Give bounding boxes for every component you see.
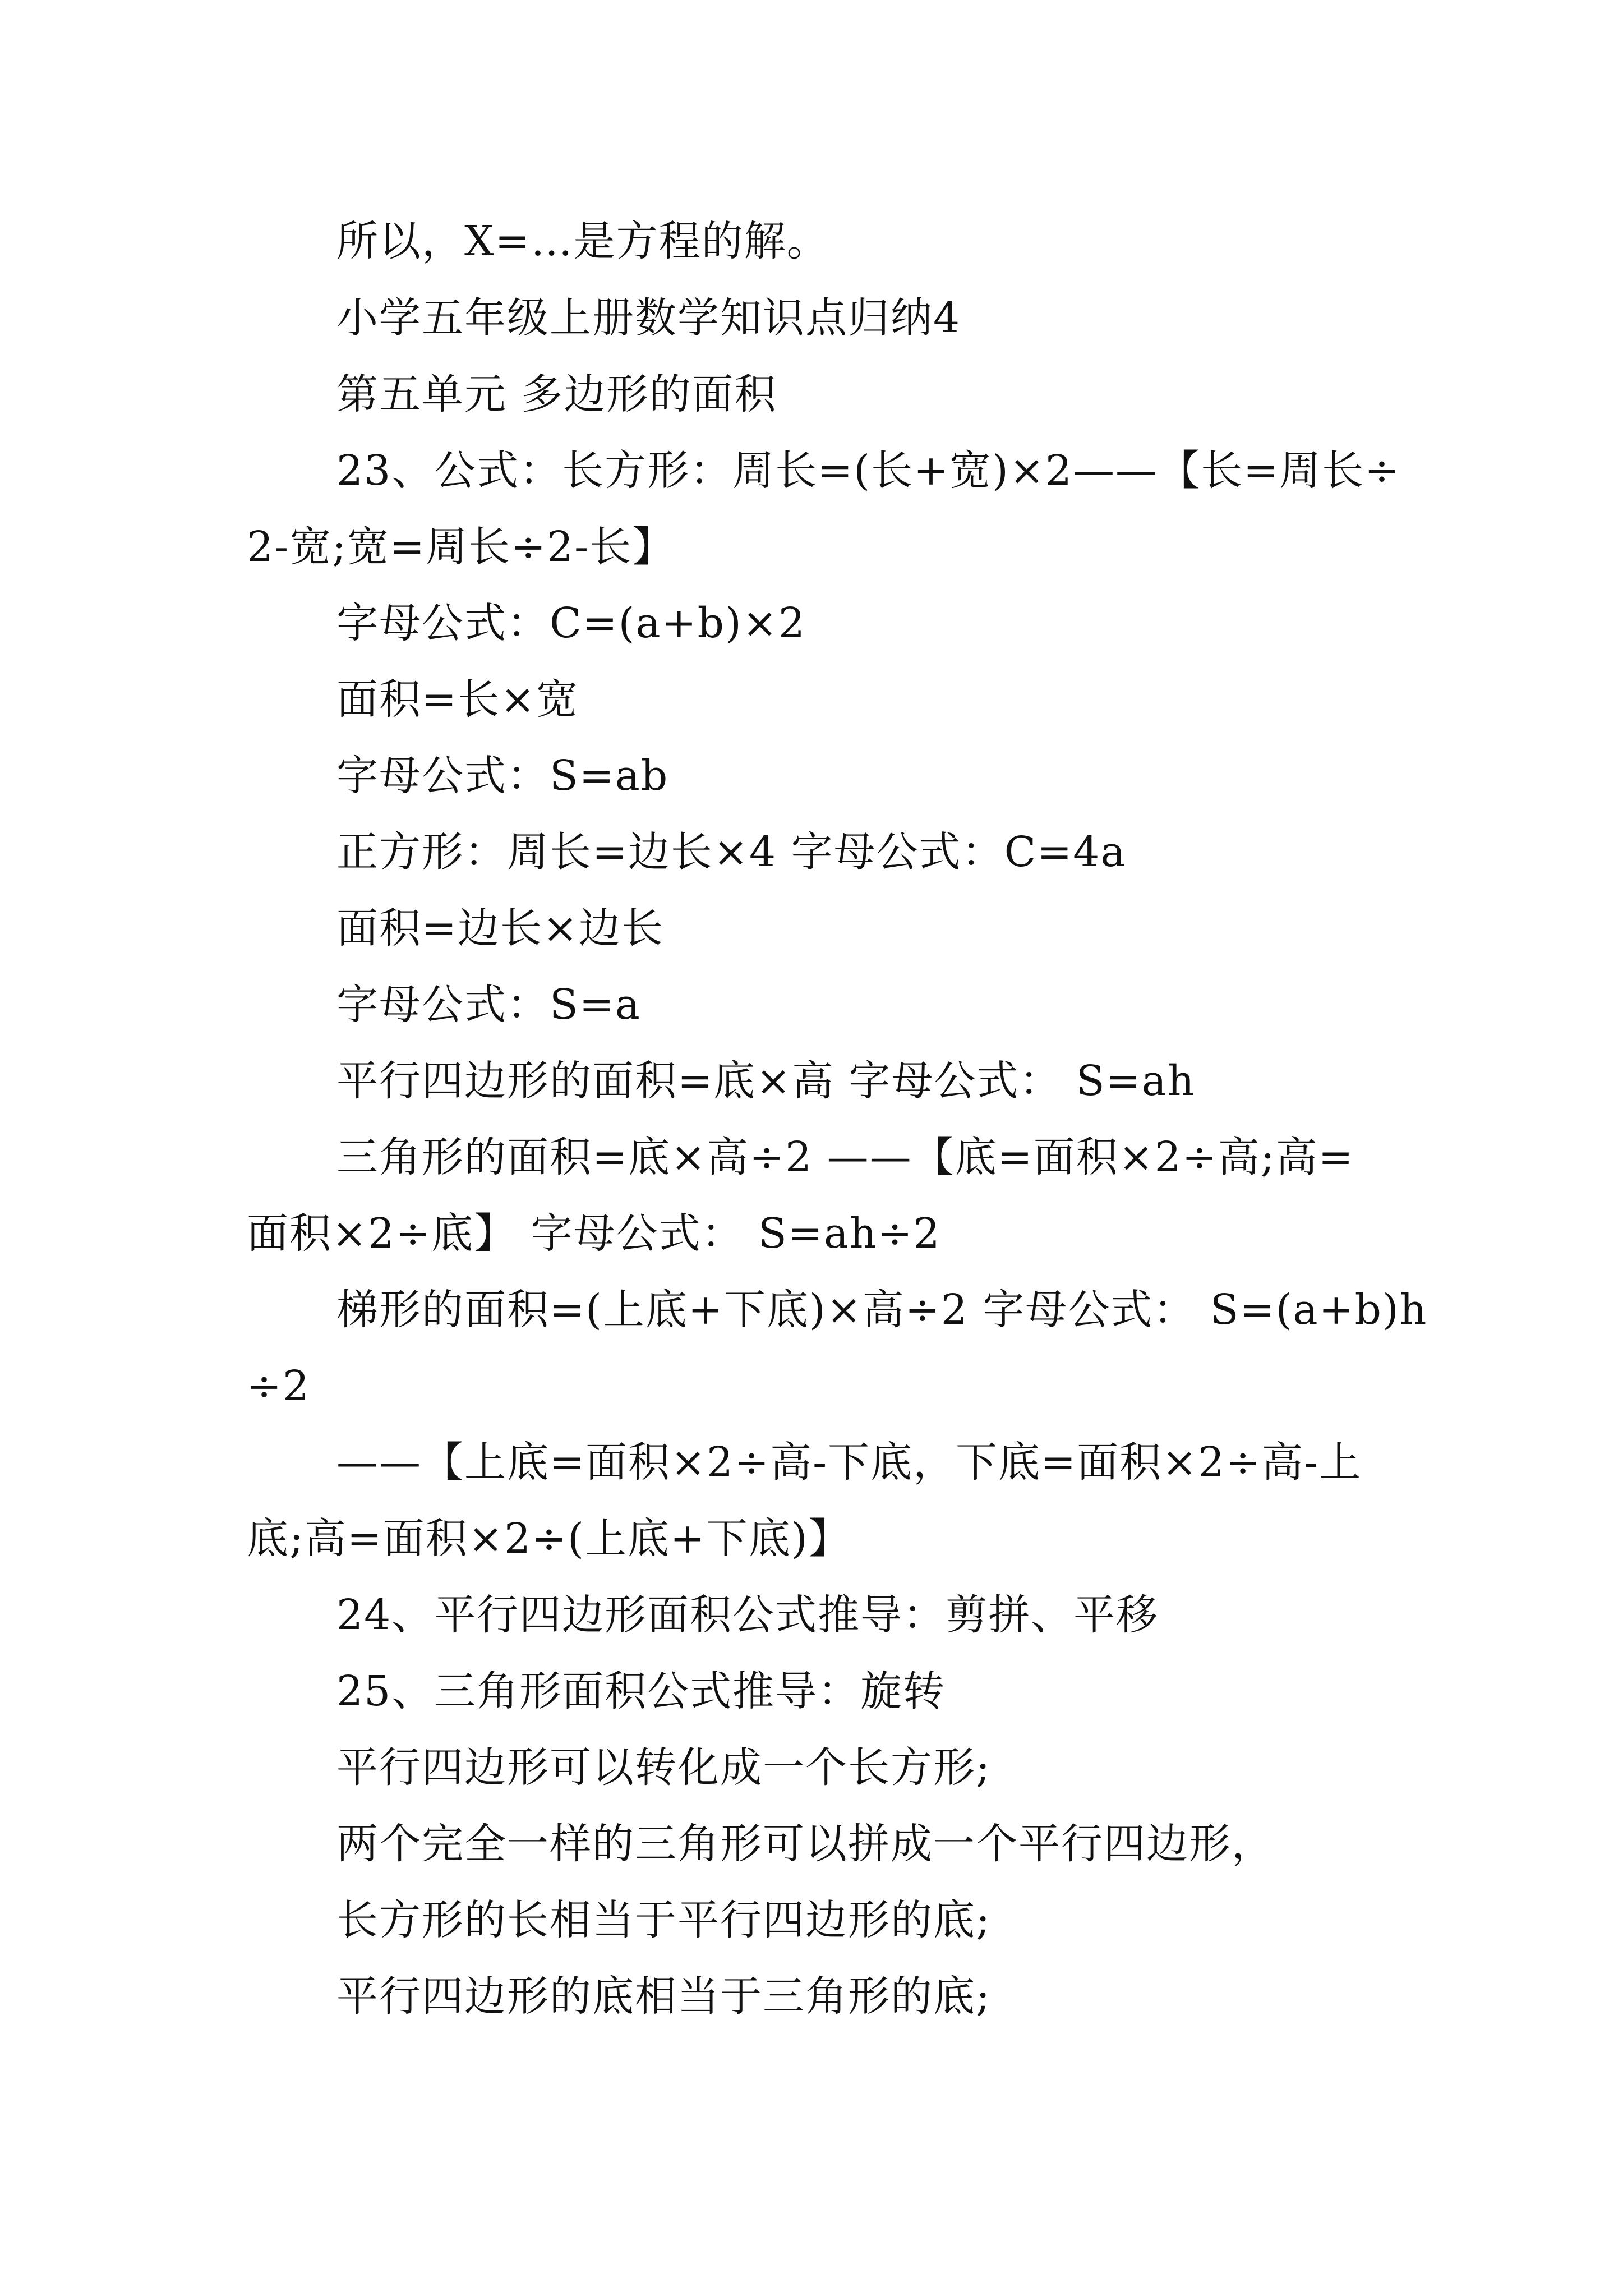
text-line: 底;高=面积×2÷(上底+下底)】 [247,1515,851,1563]
text-line: 正方形：周长=边长×4 字母公式：C=4a [336,828,1127,876]
text-line: 字母公式：S=ab [336,752,669,800]
text-line: 平行四边形的底相当于三角形的底; [336,1972,991,2021]
text-line: 平行四边形可以转化成一个长方形; [336,1743,991,1792]
text-line: 小学五年级上册数学知识点归纳4 [336,294,961,342]
text-line: 面积=长×宽 [336,675,579,724]
text-line: 23、公式：长方形：周长=(长+宽)×2——【长=周长÷ [336,447,1401,495]
text-line: ——【上底=面积×2÷高-下底，下底=面积×2÷高-上 [336,1438,1362,1487]
text-line: 平行四边形的面积=底×高 字母公式： S=ah [336,1057,1196,1105]
section-heading: 第五单元 多边形的面积 [336,370,777,418]
text-line: 2-宽;宽=周长÷2-长】 [247,523,675,571]
text-line: 字母公式：C=(a+b)×2 [336,599,806,647]
text-line: ÷2 [247,1362,311,1410]
text-line: 25、三角形面积公式推导：旋转 [336,1667,946,1715]
text-line: 面积×2÷底】 字母公式： S=ah÷2 [247,1209,941,1258]
text-line: 字母公式：S=a [336,981,641,1029]
text-line: 长方形的长相当于平行四边形的底; [336,1896,991,1944]
text-line: 面积=边长×边长 [336,904,665,953]
text-line: 所以，X=…是方程的解。 [336,217,829,265]
text-line: 梯形的面积=(上底+下底)×高÷2 字母公式： S=(a+b)h [336,1286,1428,1334]
text-line: 24、平行四边形面积公式推导：剪拼、平移 [336,1591,1159,1639]
text-line: 三角形的面积=底×高÷2 ——【底=面积×2÷高;高= [336,1133,1354,1181]
text-line: 两个完全一样的三角形可以拼成一个平行四边形， [336,1820,1274,1868]
